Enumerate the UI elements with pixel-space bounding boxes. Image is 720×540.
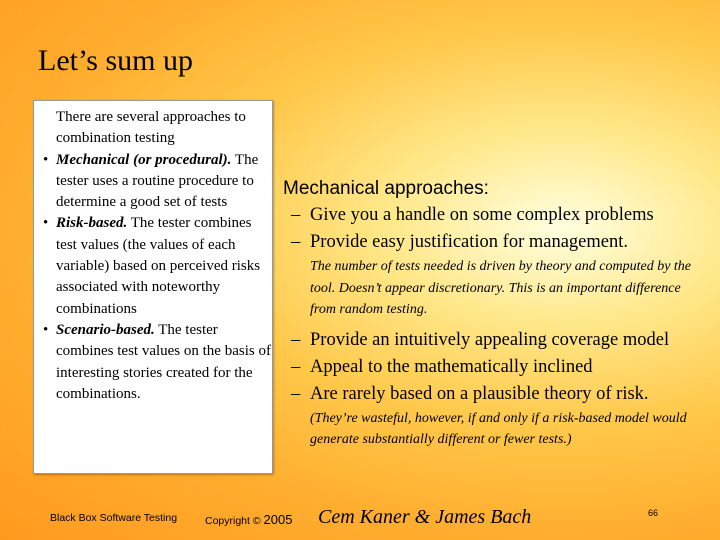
dash-glyph: – (291, 232, 301, 252)
bullet-risk-based (40, 213, 272, 319)
bullet-text: The tester combines test values (the values of each variable) based on perceived risks associated with noteworthy combinations (56, 215, 261, 317)
slide-title: Let’s sum up (38, 44, 193, 77)
bullet-dot: • (43, 321, 49, 338)
intro-text: There are several approaches to combination testing (56, 109, 246, 147)
justification-note: The number of tests needed is driven by theory and computed by the tool. Doesn’t appear discretionary. This is an important difference from random testing. (310, 259, 692, 317)
dash-glyph: – (291, 205, 301, 225)
risk-note: (They’re wasteful, however, if and only if a risk-based model would generate substantially different or fewer tests.) (310, 410, 687, 447)
right-item: – Are rarely based on a plausible theory of risk. (283, 381, 703, 408)
bullet-text: The tester combines test values on the basis of interesting stories created for the combinations. (56, 321, 271, 402)
right-item: – Appeal to the mathematically inclined (283, 354, 703, 381)
bullet-dot: • (43, 215, 49, 232)
bullet-mechanical (40, 150, 272, 214)
right-heading: Mechanical approaches: (283, 178, 489, 199)
dash-glyph: – (291, 383, 301, 404)
dash-glyph: – (291, 356, 301, 377)
bullet-dot: • (43, 151, 49, 168)
page-number: 66 (648, 508, 659, 518)
bullet-text: The tester uses a routine procedure to determine a good set of tests (56, 151, 259, 211)
dash-glyph: – (291, 329, 301, 350)
authors: Cem Kaner & James Bach (318, 506, 532, 528)
copyright: Copyright © 2005 (205, 512, 293, 527)
bullet-lead: Mechanical (or procedural). (56, 151, 232, 168)
bullet-lead: Risk-based. (56, 215, 128, 232)
right-item: – Provide an intuitively appealing coverage model (283, 327, 703, 354)
course-name: Black Box Software Testing (50, 512, 178, 524)
right-item: – Give you a handle on some complex problems (283, 202, 703, 229)
bullet-lead: Scenario-based. (56, 321, 155, 338)
right-item: – Provide easy justification for management. (283, 229, 703, 256)
mechanical-approaches-panel (283, 176, 703, 451)
approaches-box (33, 100, 273, 474)
bullet-scenario-based (40, 320, 272, 405)
